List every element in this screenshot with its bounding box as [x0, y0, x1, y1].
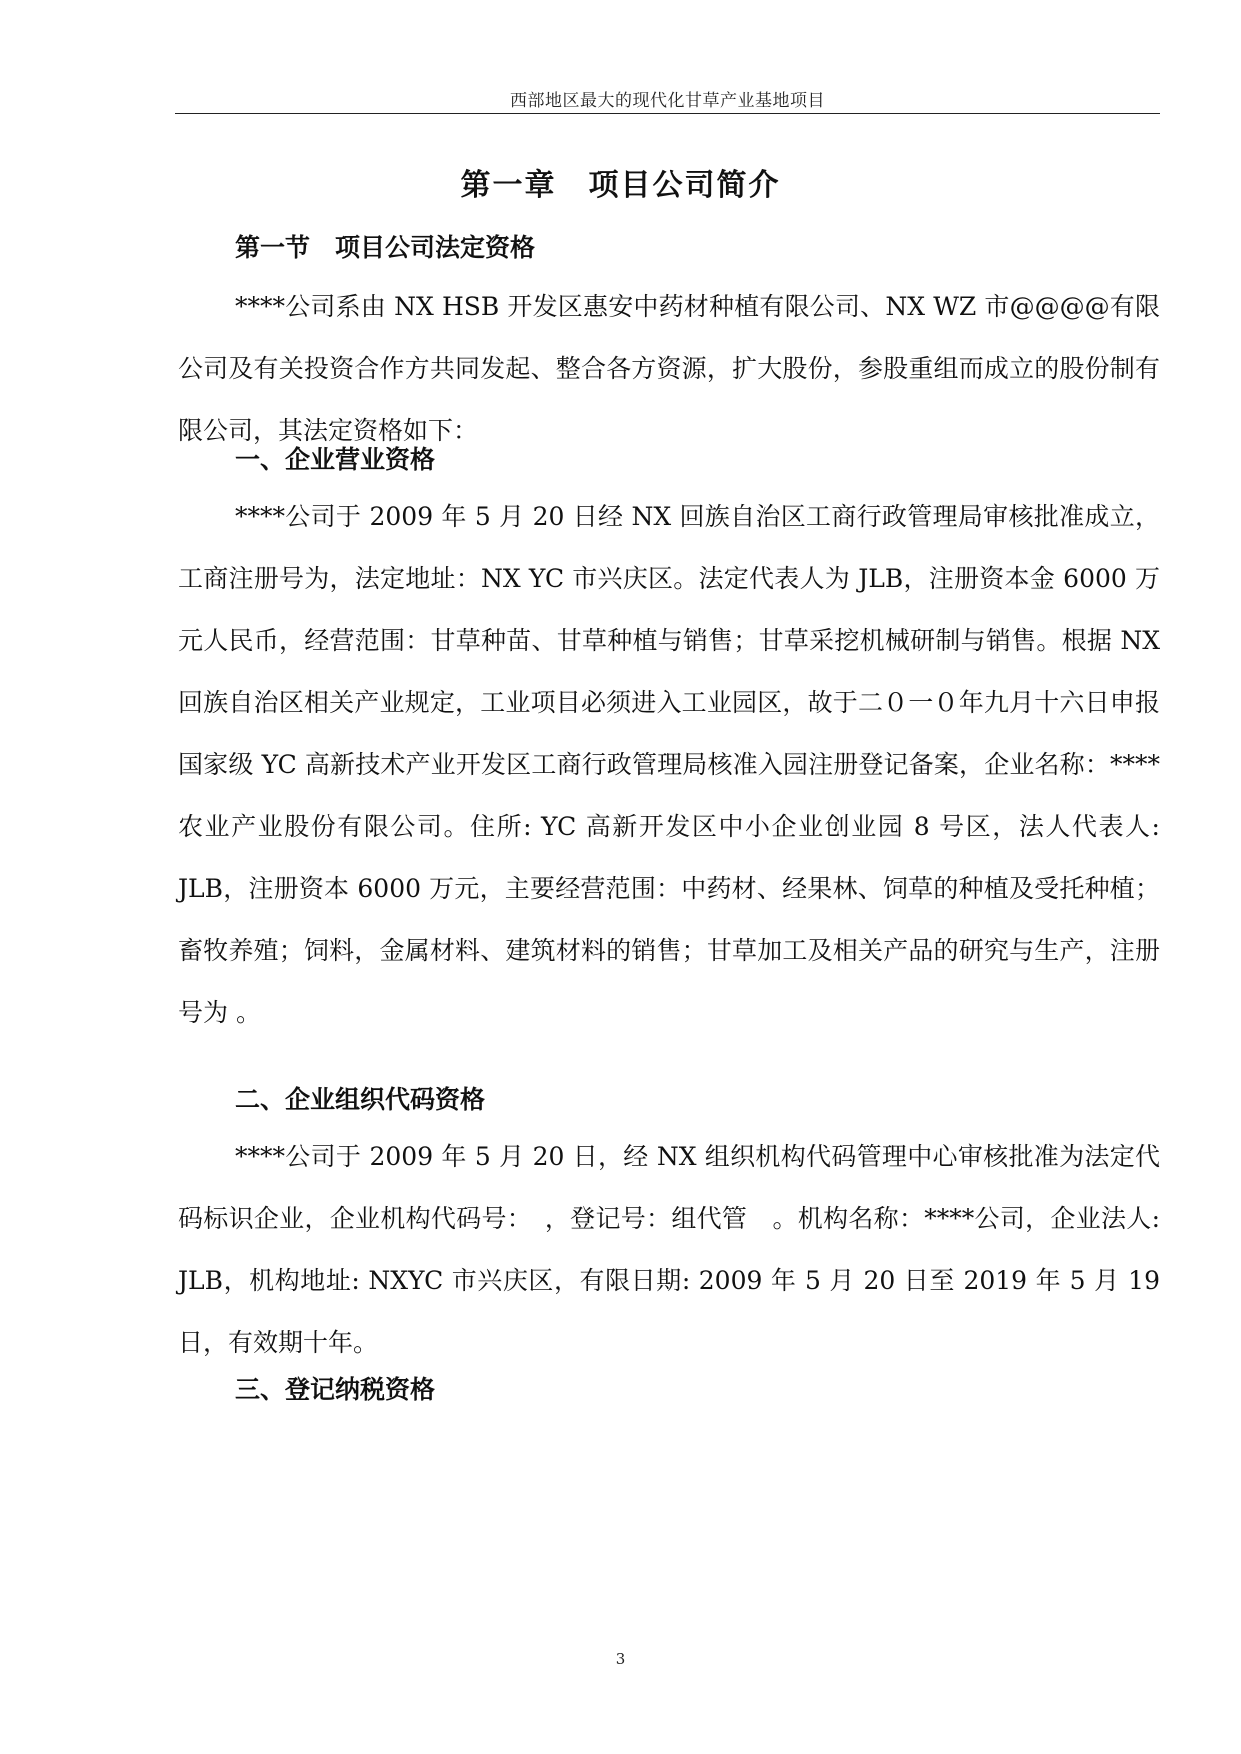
paragraph-org-code-qualification: ****公司于 2009 年 5 月 20 日，经 NX 组织机构代码管理中心审核批准为法定代码标识企业，企业机构代码号： ，登记号：组代管 。机构名称：****公司，企业法人: JLB，机构地址: NXYC 市兴庆区，有限日期: 2009 年 5 月 20 日至 2019 年 5 月 19 日，有效期十年。	[178, 1142, 1160, 1357]
subsection-heading-business: 一、企业营业资格	[235, 445, 436, 474]
chapter-title: 第一章 项目公司简介	[460, 168, 781, 203]
paragraph-business-qualification: ****公司于 2009 年 5 月 20 日经 NX 回族自治区工商行政管理局审核批准成立，工商注册号为，法定地址：NX YC 市兴庆区。法定代表人为 JLB，注册资本金 6000 万元人民币，经营范围：甘草种苗、甘草种植与销售；甘草采挖机械研制与销售。根据 NX 回族自治区相关产业规定，工业项目必须进入工业园区，故于二０一０年九月十六日申报国家级 YC 高新技术产业开发区工商行政管理局核准入园注册登记备案，企业名称：****农业产业股份有限公司。住所: YC 高新开发区中小企业创业园 8 号区，法人代表人: JLB，注册资本 6000 万元，主要经营范围：中药材、经果林、饲草的种植及受托种植；畜牧养殖；饲料，金属材料、建筑材料的销售；甘草加工及相关产品的研究与生产，注册号为 。	[178, 502, 1160, 1027]
section-title: 第一节 项目公司法定资格	[235, 233, 536, 262]
subsection-heading-tax: 三、登记纳税资格	[235, 1375, 436, 1404]
page-number: 3	[615, 1650, 626, 1668]
intro-paragraph: ****公司系由 NX HSB 开发区惠安中药材种植有限公司、NX WZ 市@@@@有限公司及有关投资合作方共同发起、整合各方资源，扩大股份，参股重组而成立的股份制有限公司，其法定资格如下：	[178, 292, 1160, 445]
header-rule	[175, 113, 1160, 114]
subsection-heading-org-code: 二、企业组织代码资格	[235, 1085, 486, 1114]
running-header: 西部地区最大的现代化甘草产业基地项目	[510, 91, 825, 111]
